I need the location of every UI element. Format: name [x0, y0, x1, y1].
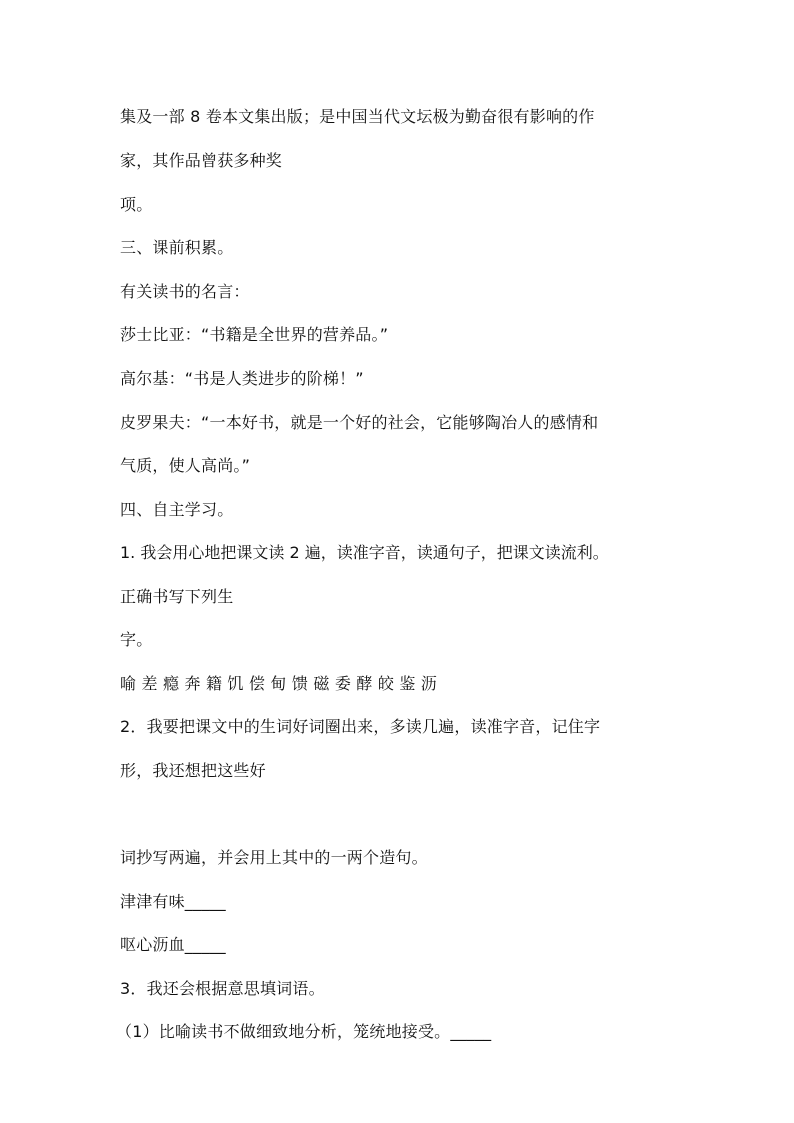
quote-line: 皮罗果夫：“一本好书，就是一个好的社会，它能够陶冶人的感情和	[120, 413, 599, 432]
text-line: 家，其作品曾获多种奖	[120, 151, 283, 170]
exercise-item: 1. 我会用心地把课文读 2 遍，读准字音，读通句子，把课文读流利。	[120, 543, 609, 562]
text-line: 气质，使人高尚。”	[120, 456, 251, 475]
text-line: 集及一部 8 卷本文集出版；是中国当代文坛极为勤奋很有影响的作	[120, 107, 595, 126]
vocab-blank: 呕心沥血_____	[120, 935, 226, 954]
text-line: 项。	[120, 195, 153, 214]
section-heading: 四、自主学习。	[120, 500, 234, 519]
exercise-item: 3．我还会根据意思填词语。	[120, 979, 325, 998]
text-line: 词抄写两遍，并会用上其中的一两个造句。	[120, 848, 428, 867]
text-line: 有关读书的名言：	[120, 282, 250, 301]
quote-line: 莎士比亚：“书籍是全世界的营养品。”	[120, 325, 389, 344]
exercise-item: 2．我要把课文中的生词好词圈出来，多读几遍，读准字音，记住字	[120, 717, 601, 736]
text-line: 字。	[120, 630, 153, 649]
section-heading: 三、课前积累。	[120, 238, 234, 257]
vocab-blank: 津津有味_____	[120, 892, 226, 911]
character-list: 喻 差 瘾 奔 籍 饥 偿 甸 馈 磁 委 酵 皎 鉴 沥	[120, 674, 438, 693]
quote-line: 高尔基：“书是人类进步的阶梯！”	[120, 369, 364, 388]
text-line: 形，我还想把这些好	[120, 761, 266, 780]
fill-in-question: （1）比喻读书不做细致地分析，笼统地接受。_____	[116, 1022, 492, 1041]
text-line: 正确书写下列生	[120, 587, 234, 606]
